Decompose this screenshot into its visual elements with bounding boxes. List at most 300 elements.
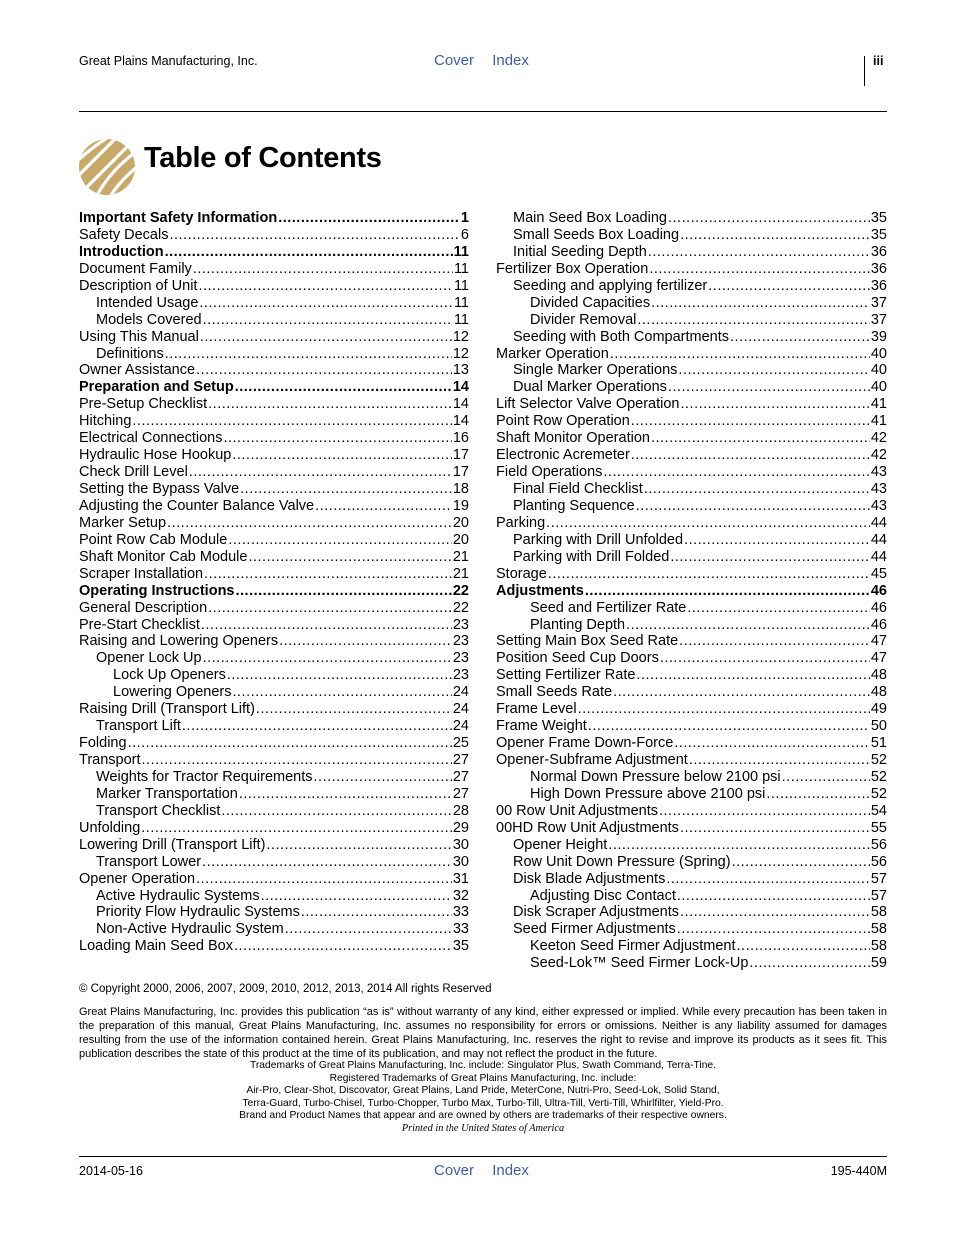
toc-entry-page: 44 — [870, 531, 887, 548]
toc-entry-page: 11 — [453, 277, 469, 294]
toc-leader-dots — [548, 566, 870, 583]
toc-entry[interactable] — [496, 430, 887, 447]
toc-entry[interactable] — [496, 888, 887, 905]
toc-entry-label: Active Hydraulic Systems — [96, 887, 260, 904]
toc-entry[interactable] — [496, 820, 887, 837]
trademarks — [79, 1060, 887, 1135]
toc-entry[interactable] — [496, 210, 887, 227]
toc-leader-dots — [668, 210, 870, 227]
toc-leader-dots — [141, 820, 452, 837]
footer-links — [434, 1162, 543, 1179]
page-title: Table of Contents — [144, 142, 382, 174]
toc-entry-page: 19 — [452, 497, 469, 514]
toc-leader-dots — [631, 413, 870, 430]
toc-entry-label: 00 Row Unit Adjustments — [496, 802, 658, 819]
toc-entry-label: Planting Depth — [530, 616, 626, 633]
toc-entry-page: 46 — [870, 582, 887, 599]
toc-entry[interactable] — [496, 515, 887, 532]
toc-entry-label: Priority Flow Hydraulic Systems — [96, 904, 300, 921]
toc-entry[interactable] — [496, 464, 887, 481]
toc-entry-page: 46 — [870, 616, 887, 633]
toc-entry-page: 33 — [452, 904, 469, 921]
toc-leader-dots — [193, 261, 453, 278]
toc-leader-dots — [737, 938, 870, 955]
toc-entry-label: Owner Assistance — [79, 362, 196, 379]
header-cover-link[interactable]: Cover — [434, 52, 475, 69]
toc-entry[interactable] — [79, 379, 469, 396]
toc-entry-label: Lowering Drill (Transport Lift) — [79, 836, 266, 853]
toc-entry-label: Electrical Connections — [79, 430, 223, 447]
toc-leader-dots — [199, 295, 453, 312]
toc-entry[interactable] — [496, 278, 887, 295]
toc-entry[interactable] — [496, 346, 887, 363]
toc-entry[interactable] — [496, 227, 887, 244]
toc-entry-label: Folding — [79, 735, 127, 752]
toc-entry-label: Hitching — [79, 413, 132, 430]
toc-entry-page: 55 — [870, 819, 887, 836]
toc-entry[interactable] — [79, 583, 469, 600]
toc-entry-page: 54 — [870, 802, 887, 819]
toc-entry[interactable] — [79, 820, 469, 837]
toc-leader-dots — [766, 786, 870, 803]
toc-leader-dots — [749, 955, 869, 972]
toc-leader-dots — [165, 244, 453, 261]
toc-entry[interactable] — [496, 871, 887, 888]
toc-entry-label: Normal Down Pressure below 2100 psi — [530, 768, 781, 785]
toc-entry[interactable] — [496, 447, 887, 464]
toc-entry-page: 11 — [453, 243, 469, 260]
toc-leader-dots — [651, 295, 870, 312]
toc-leader-dots — [680, 904, 870, 921]
toc-leader-dots — [221, 803, 451, 820]
toc-entry-label: Small Seeds Box Loading — [513, 226, 680, 243]
toc-entry[interactable] — [496, 769, 887, 786]
toc-entry-label: Document Family — [79, 260, 192, 277]
toc-leader-dots — [732, 854, 870, 871]
toc-leader-dots — [285, 921, 452, 938]
toc-entry-label: Seed and Fertilizer Rate — [530, 599, 687, 616]
toc-entry[interactable] — [496, 481, 887, 498]
toc-entry-label: Lock Up Openers — [113, 667, 226, 684]
toc-entry-page: 6 — [460, 226, 469, 243]
toc-entry-label: Frame Weight — [496, 718, 587, 735]
toc-entry-label: Scraper Installation — [79, 565, 204, 582]
trademark-line: Brand and Product Names that appear and are owned by others are trademarks of their respective owners. — [239, 1110, 727, 1121]
toc-entry[interactable] — [496, 295, 887, 312]
toc-entry-label: Field Operations — [496, 464, 603, 481]
toc-entry-page: 50 — [870, 718, 887, 735]
toc-entry-label: Check Drill Level — [79, 464, 188, 481]
toc-entry[interactable] — [79, 617, 469, 634]
toc-entry[interactable] — [79, 498, 469, 515]
toc-leader-dots — [678, 362, 869, 379]
trademark-line: Registered Trademarks of Great Plains Manufacturing, Inc. include: — [329, 1072, 637, 1084]
toc-entry[interactable] — [79, 244, 469, 261]
toc-entry-page: 43 — [870, 497, 887, 514]
toc-entry-page: 46 — [870, 599, 887, 616]
toc-entry-page: 57 — [870, 870, 887, 887]
toc-entry[interactable] — [79, 261, 469, 278]
toc-entry-label: Pre-Start Checklist — [79, 616, 200, 633]
toc-entry-label: Small Seeds Rate — [496, 684, 613, 701]
toc-entry-label: Parking — [496, 514, 546, 531]
toc-entry[interactable] — [79, 786, 469, 803]
toc-entry[interactable] — [496, 362, 887, 379]
toc-entry-page: 56 — [870, 853, 887, 870]
toc-entry[interactable] — [79, 684, 469, 701]
toc-entry-label: Parking with Drill Unfolded — [513, 531, 684, 548]
toc-entry-label: Using This Manual — [79, 328, 199, 345]
toc-entry[interactable] — [496, 667, 887, 684]
toc-leader-dots — [236, 583, 452, 600]
toc-entry-page: 21 — [452, 548, 469, 565]
toc-entry-page: 58 — [870, 904, 887, 921]
toc-entry[interactable] — [496, 312, 887, 329]
toc-entry-page: 29 — [452, 819, 469, 836]
toc-entry-label: Description of Unit — [79, 277, 198, 294]
toc-leader-dots — [588, 718, 870, 735]
toc-leader-dots — [782, 769, 870, 786]
toc-entry[interactable] — [79, 701, 469, 718]
toc-entry-label: Marker Setup — [79, 514, 167, 531]
toc-entry[interactable] — [496, 938, 887, 955]
toc-entry[interactable] — [496, 752, 887, 769]
toc-entry[interactable] — [79, 515, 469, 532]
toc-entry-page: 14 — [452, 413, 469, 430]
toc-entry-page: 40 — [870, 345, 887, 362]
toc-entry-page: 52 — [870, 768, 887, 785]
toc-leader-dots — [202, 854, 452, 871]
toc-entry-page: 18 — [452, 481, 469, 497]
toc-entry-page: 51 — [870, 735, 887, 752]
footer-doc-code: 195-440M — [830, 1164, 887, 1178]
toc-entry-label: Storage — [496, 565, 547, 582]
trademark-line: Terra-Guard, Turbo-Chisel, Turbo-Chopper, Turbo Max, Turbo-Till, Ultra-Till, Verti-Till, Whirlfilter, Yield-Pro. — [242, 1097, 724, 1109]
toc-entry[interactable] — [79, 735, 469, 752]
toc-entry-label: Adjustments — [496, 582, 584, 599]
toc-leader-dots — [730, 329, 870, 346]
toc-entry[interactable] — [496, 701, 887, 718]
toc-entry[interactable] — [79, 888, 469, 905]
toc-entry-page: 58 — [870, 921, 887, 938]
toc-entry-label: 00HD Row Unit Adjustments — [496, 819, 679, 836]
toc-entry-page: 44 — [870, 514, 887, 531]
toc-leader-dots — [201, 617, 452, 634]
toc-entry-label: Unfolding — [79, 819, 141, 836]
toc-entry-label: Seed Firmer Adjustments — [513, 921, 676, 938]
toc-entry[interactable] — [496, 803, 887, 820]
toc-entry-label: Transport Lower — [96, 853, 202, 870]
toc-leader-dots — [182, 718, 452, 735]
toc-entry-label: Main Seed Box Loading — [513, 210, 667, 226]
toc-entry-label: Point Row Operation — [496, 413, 630, 430]
toc-leader-dots — [132, 413, 451, 430]
toc-entry[interactable] — [79, 752, 469, 769]
toc-leader-dots — [239, 786, 452, 803]
toc-entry-label: Preparation and Setup — [79, 379, 234, 396]
toc-entry-label: Intended Usage — [96, 294, 199, 311]
toc-entry-label: Frame Level — [496, 701, 577, 718]
toc-entry[interactable] — [79, 227, 469, 244]
toc-leader-dots — [677, 921, 870, 938]
toc-entry-page: 48 — [870, 667, 887, 684]
toc-entry[interactable] — [496, 379, 887, 396]
toc-entry[interactable] — [496, 718, 887, 735]
toc-entry[interactable] — [496, 617, 887, 634]
toc-entry-page: 37 — [870, 311, 887, 328]
toc-leader-dots — [198, 278, 452, 295]
toc-entry-page: 23 — [452, 667, 469, 684]
toc-entry[interactable] — [496, 566, 887, 583]
toc-leader-dots — [670, 549, 870, 566]
toc-entry[interactable] — [79, 278, 469, 295]
toc-entry-label: Raising and Lowering Openers — [79, 633, 279, 650]
toc-entry[interactable] — [79, 396, 469, 413]
toc-entry-page: 41 — [870, 413, 887, 430]
toc-entry[interactable] — [496, 498, 887, 515]
toc-entry-page: 52 — [870, 785, 887, 802]
toc-entry-page: 1 — [460, 210, 469, 226]
toc-entry[interactable] — [79, 481, 469, 498]
toc-entry-page: 58 — [870, 938, 887, 955]
toc-entry[interactable] — [79, 921, 469, 938]
toc-entry[interactable] — [79, 600, 469, 617]
toc-entry[interactable] — [79, 566, 469, 583]
toc-entry-label: General Description — [79, 599, 208, 616]
toc-entry-page: 23 — [452, 650, 469, 667]
toc-entry-label: Electronic Acremeter — [496, 447, 630, 464]
toc-entry[interactable] — [79, 549, 469, 566]
toc-entry-label: Setting the Bypass Valve — [79, 481, 240, 497]
toc-entry[interactable] — [79, 430, 469, 447]
toc-entry-page: 11 — [453, 260, 469, 277]
toc-entry-label: Safety Decals — [79, 226, 169, 243]
toc-entry-page: 49 — [870, 701, 887, 718]
toc-leader-dots — [261, 888, 452, 905]
toc-leader-dots — [128, 735, 452, 752]
trademark-line: Trademarks of Great Plains Manufacturing, Inc. include: Singulator Plus, Swath Command, Terra-Tine. — [249, 1060, 717, 1071]
toc-entry-page: 44 — [870, 548, 887, 565]
toc-entry-label: Marker Transportation — [96, 785, 238, 802]
toc-leader-dots — [233, 684, 452, 701]
toc-entry-page: 14 — [452, 396, 469, 413]
toc-leader-dots — [649, 261, 870, 278]
toc-entry[interactable] — [79, 295, 469, 312]
toc-entry[interactable] — [496, 633, 887, 650]
toc-entry-page: 35 — [452, 938, 469, 955]
toc-entry-page: 22 — [452, 599, 469, 616]
toc-entry[interactable] — [496, 650, 887, 667]
toc-entry[interactable] — [496, 854, 887, 871]
toc-leader-dots — [674, 735, 870, 752]
toc-entry-page: 36 — [870, 243, 887, 260]
toc-entry-label: Shaft Monitor Cab Module — [79, 548, 248, 565]
toc-entry[interactable] — [79, 718, 469, 735]
header-page-number: iii — [873, 54, 884, 68]
toc-leader-dots — [232, 447, 452, 464]
toc-entry-page: 20 — [452, 531, 469, 548]
toc-leader-dots — [680, 227, 870, 244]
toc-entry-label: Adjusting Disc Contact — [530, 887, 676, 904]
toc-entry-page: 30 — [452, 836, 469, 853]
toc-entry-label: Opener Height — [513, 836, 608, 853]
toc-entry-label: Lowering Openers — [113, 684, 232, 701]
toc-entry-page: 23 — [452, 616, 469, 633]
toc-entry[interactable] — [496, 904, 887, 921]
toc-entry[interactable] — [79, 854, 469, 871]
toc-entry-page: 36 — [870, 277, 887, 294]
toc-entry-page: 28 — [452, 802, 469, 819]
toc-entry-page: 40 — [870, 362, 887, 379]
toc-entry[interactable] — [496, 684, 887, 701]
trademark-line: Air-Pro, Clear-Shot, Discovator, Great Plains, Land Pride, MeterCone, Nutri-Pro, Seed-Lok, Solid Stand, — [246, 1085, 720, 1096]
toc-entry-page: 35 — [870, 226, 887, 243]
toc-leader-dots — [660, 650, 870, 667]
toc-entry[interactable] — [79, 837, 469, 854]
toc-leader-dots — [208, 600, 452, 617]
toc-entry-page: 24 — [452, 684, 469, 701]
header-company: Great Plains Manufacturing, Inc. — [79, 54, 258, 68]
toc-entry[interactable] — [496, 955, 887, 972]
toc-entry-label: Seeding and applying fertilizer — [513, 277, 708, 294]
toc-entry[interactable] — [496, 396, 887, 413]
toc-entry-page: 42 — [870, 430, 887, 447]
toc-entry-label: Opener Operation — [79, 870, 196, 887]
toc-leader-dots — [637, 312, 869, 329]
toc-leader-dots — [301, 904, 452, 921]
toc-entry[interactable] — [496, 261, 887, 278]
toc-leader-dots — [636, 667, 869, 684]
toc-entry-page: 43 — [870, 481, 887, 497]
toc-leader-dots — [666, 871, 870, 888]
toc-leader-dots — [169, 227, 459, 244]
toc-entry[interactable] — [496, 600, 887, 617]
toc-entry[interactable] — [79, 667, 469, 684]
toc-entry-page: 12 — [452, 345, 469, 362]
toc-entry-label: Loading Main Seed Box — [79, 938, 233, 955]
toc-leader-dots — [613, 684, 870, 701]
toc-entry[interactable] — [496, 735, 887, 752]
toc-entry-page: 11 — [453, 311, 469, 328]
toc-entry-label: Opener-Subframe Adjustment — [496, 752, 688, 768]
toc-entry[interactable] — [79, 447, 469, 464]
toc-entry-label: Final Field Checklist — [513, 481, 643, 497]
toc-entry[interactable] — [496, 921, 887, 938]
toc-leader-dots — [279, 633, 452, 650]
toc-leader-dots — [189, 464, 452, 481]
toc-leader-dots — [196, 362, 452, 379]
toc-entry[interactable] — [79, 362, 469, 379]
footer-index-link[interactable]: Index — [492, 1162, 529, 1179]
toc-entry[interactable] — [79, 464, 469, 481]
toc-entry[interactable] — [79, 329, 469, 346]
toc-entry[interactable] — [496, 329, 887, 346]
toc-entry-label: Pre-Setup Checklist — [79, 396, 208, 413]
toc-entry[interactable] — [79, 769, 469, 786]
toc-leader-dots — [165, 346, 452, 363]
toc-entry-page: 43 — [870, 464, 887, 481]
toc-entry-page: 17 — [452, 447, 469, 464]
toc-entry-page: 27 — [452, 752, 469, 768]
toc-leader-dots — [689, 752, 870, 769]
toc-entry-label: Parking with Drill Folded — [513, 548, 670, 565]
toc-entry[interactable] — [79, 871, 469, 888]
toc-left-column — [79, 210, 469, 955]
toc-entry[interactable] — [79, 346, 469, 363]
toc-entry[interactable] — [496, 837, 887, 854]
toc-entry[interactable] — [79, 210, 469, 227]
toc-entry-label: Adjusting the Counter Balance Valve — [79, 497, 315, 514]
toc-entry[interactable] — [496, 583, 887, 600]
toc-entry[interactable] — [496, 786, 887, 803]
toc-entry-page: 59 — [870, 955, 887, 972]
toc-entry-page: 47 — [870, 633, 887, 650]
toc-entry-page: 56 — [870, 836, 887, 853]
toc-entry-label: Dual Marker Operations — [513, 379, 667, 396]
toc-entry-label: Raising Drill (Transport Lift) — [79, 701, 255, 718]
toc-leader-dots — [203, 650, 452, 667]
toc-entry-page: 16 — [452, 430, 469, 447]
toc-entry[interactable] — [79, 532, 469, 549]
toc-leader-dots — [631, 447, 870, 464]
toc-entry-page: 27 — [452, 768, 469, 785]
toc-entry-page: 36 — [870, 260, 887, 277]
toc-entry-label: Introduction — [79, 243, 164, 260]
toc-leader-dots — [142, 752, 452, 769]
toc-entry-page: 24 — [452, 701, 469, 718]
toc-entry-page: 48 — [870, 684, 887, 701]
toc-entry[interactable] — [496, 244, 887, 261]
toc-entry-label: Initial Seeding Depth — [513, 243, 647, 260]
toc-entry[interactable] — [79, 312, 469, 329]
toc-entry-label: Keeton Seed Firmer Adjustment — [530, 938, 736, 955]
toc-entry-label: Planting Sequence — [513, 497, 635, 514]
toc-entry-label: Important Safety Information — [79, 210, 278, 226]
toc-right-column — [496, 210, 887, 972]
toc-entry-label: Disk Scraper Adjustments — [513, 904, 680, 921]
footer-cover-link[interactable]: Cover — [434, 1162, 475, 1179]
toc-leader-dots — [648, 244, 870, 261]
toc-entry[interactable] — [79, 938, 469, 955]
toc-entry-label: Seed-Lok™ Seed Firmer Lock-Up — [530, 955, 749, 972]
toc-leader-dots — [603, 464, 869, 481]
toc-leader-dots — [240, 481, 452, 498]
toc-entry[interactable] — [496, 532, 887, 549]
toc-entry-label: Non-Active Hydraulic System — [96, 921, 284, 938]
toc-entry[interactable] — [79, 413, 469, 430]
toc-entry-page: 42 — [870, 447, 887, 464]
toc-entry[interactable] — [79, 904, 469, 921]
toc-leader-dots — [708, 278, 870, 295]
toc-entry[interactable] — [79, 650, 469, 667]
toc-entry-label: Transport Checklist — [96, 802, 221, 819]
toc-entry-page: 14 — [452, 379, 469, 396]
toc-entry[interactable] — [79, 803, 469, 820]
toc-leader-dots — [208, 396, 452, 413]
toc-entry-page: 45 — [870, 565, 887, 582]
toc-entry-label: Operating Instructions — [79, 582, 235, 599]
header-divider — [864, 56, 865, 86]
toc-entry-label: Models Covered — [96, 311, 202, 328]
toc-entry[interactable] — [496, 549, 887, 566]
toc-entry[interactable] — [79, 633, 469, 650]
header-index-link[interactable]: Index — [492, 52, 529, 69]
toc-entry-label: Hydraulic Hose Hookup — [79, 447, 232, 464]
toc-entry-label: Shaft Monitor Operation — [496, 430, 650, 447]
toc-entry[interactable] — [496, 413, 887, 430]
toc-entry-page: 22 — [452, 582, 469, 599]
toc-entry-label: Setting Main Box Seed Rate — [496, 633, 679, 650]
